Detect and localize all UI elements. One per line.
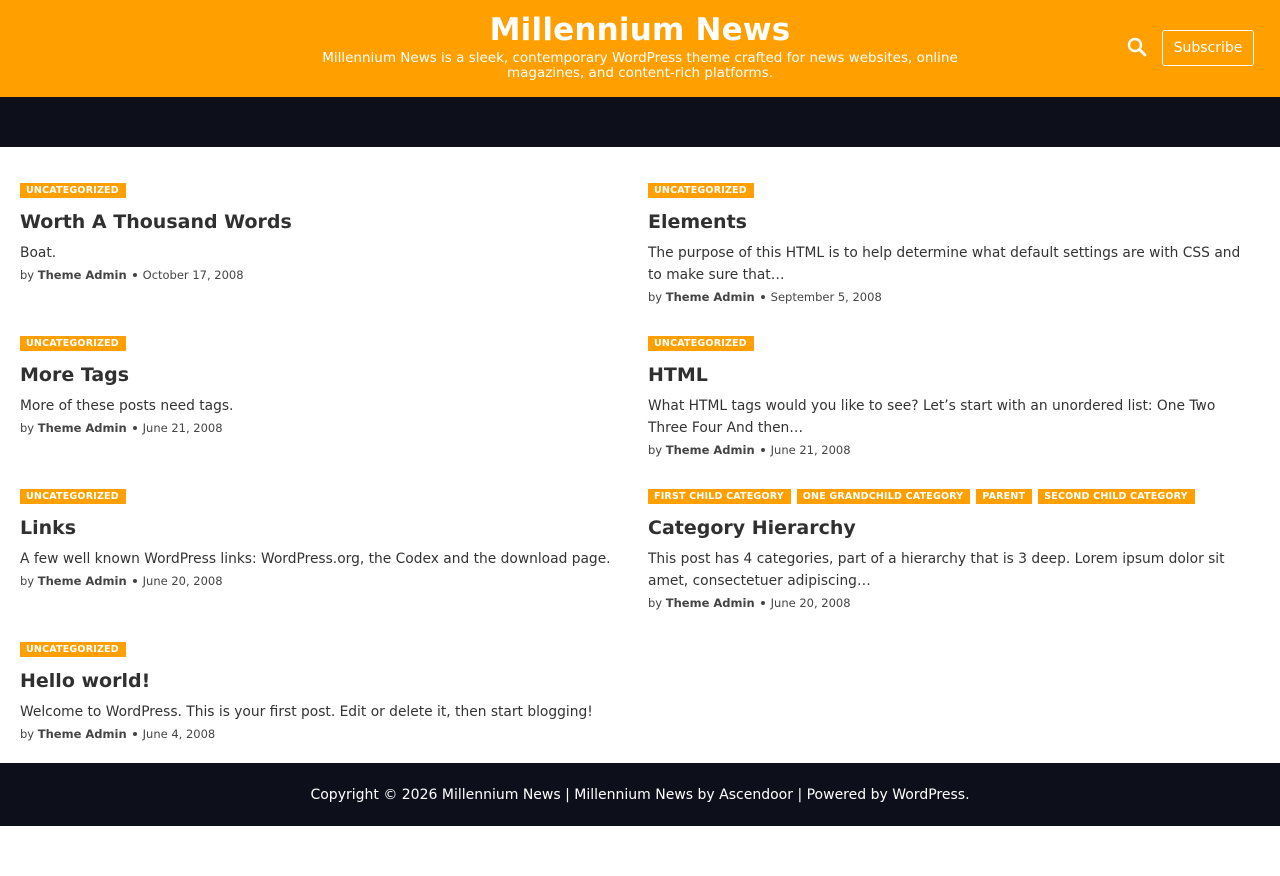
post-categories xyxy=(648,489,1258,504)
post-title[interactable]: Elements xyxy=(648,211,747,233)
footer-site-link[interactable]: Millennium News xyxy=(441,786,561,803)
post-author[interactable]: Theme Admin xyxy=(37,421,127,435)
theme-author-link[interactable]: Ascendoor xyxy=(719,786,793,803)
footer-period: . xyxy=(965,786,970,803)
search-icon[interactable] xyxy=(1124,34,1150,60)
post-title[interactable]: Hello world! xyxy=(20,670,151,692)
category-badge[interactable]: UNCATEGORIZED xyxy=(20,489,126,504)
post-author[interactable]: Theme Admin xyxy=(37,268,127,282)
post-date[interactable]: June 21, 2008 xyxy=(770,443,851,457)
post-author[interactable]: Theme Admin xyxy=(37,574,127,588)
category-badge[interactable]: UNCATEGORIZED xyxy=(20,642,126,657)
by-label: by xyxy=(20,268,35,282)
meta-separator xyxy=(761,448,765,452)
post-excerpt: A few well known WordPress links: WordPress.org, the Codex and the download page. xyxy=(20,551,611,567)
meta-separator xyxy=(133,579,137,583)
category-badge[interactable]: SECOND CHILD CATEGORY xyxy=(1038,489,1195,504)
post-excerpt: Boat. xyxy=(20,245,57,261)
meta-separator xyxy=(761,295,765,299)
post-excerpt: This post has 4 categories, part of a hierarchy that is 3 deep. Lorem ipsum dolor sit amet, consectetuer adipiscing… xyxy=(648,551,1225,589)
site-description: Millennium News is a sleek, contemporary WordPress theme crafted for news websites, online magazines, and content-rich platforms. xyxy=(322,50,958,81)
post-title[interactable]: HTML xyxy=(648,364,708,386)
site-title[interactable]: Millennium News xyxy=(489,12,791,48)
post-card xyxy=(20,183,630,286)
wordpress-link[interactable]: WordPress xyxy=(892,786,966,803)
category-badge[interactable]: ONE GRANDCHILD CATEGORY xyxy=(797,489,971,504)
post-categories xyxy=(648,336,1258,351)
category-badge[interactable]: PARENT xyxy=(976,489,1032,504)
footer-separator: | xyxy=(565,786,570,803)
powered-by-text: Powered by xyxy=(806,786,888,803)
post-title[interactable]: Links xyxy=(20,517,77,539)
by-label: by xyxy=(20,727,35,741)
post-author[interactable]: Theme Admin xyxy=(665,596,755,610)
site-header xyxy=(0,0,1280,97)
meta-separator xyxy=(133,273,137,277)
meta-separator xyxy=(133,426,137,430)
post-author[interactable]: Theme Admin xyxy=(37,727,127,741)
category-badge[interactable]: UNCATEGORIZED xyxy=(648,183,754,198)
post-card xyxy=(648,336,1258,461)
post-meta xyxy=(20,570,630,592)
by-label: by xyxy=(648,290,663,304)
meta-separator xyxy=(133,732,137,736)
by-label: by xyxy=(20,421,35,435)
category-badge[interactable]: UNCATEGORIZED xyxy=(648,336,754,351)
post-title[interactable]: Worth A Thousand Words xyxy=(20,211,292,233)
category-badge[interactable]: UNCATEGORIZED xyxy=(20,336,126,351)
by-label: by xyxy=(648,596,663,610)
post-card xyxy=(648,183,1258,308)
post-card xyxy=(20,336,630,439)
post-author[interactable]: Theme Admin xyxy=(665,290,755,304)
category-badge[interactable]: FIRST CHILD CATEGORY xyxy=(648,489,791,504)
site-footer xyxy=(0,763,1280,826)
post-date[interactable]: September 5, 2008 xyxy=(770,290,882,304)
category-badge[interactable]: UNCATEGORIZED xyxy=(20,183,126,198)
post-card xyxy=(648,489,1258,614)
theme-name: Millennium News by xyxy=(574,786,715,803)
subscribe-button[interactable]: Subscribe xyxy=(1162,30,1254,66)
post-date[interactable]: October 17, 2008 xyxy=(142,268,244,282)
post-excerpt: More of these posts need tags. xyxy=(20,398,234,414)
post-title[interactable]: Category Hierarchy xyxy=(648,517,856,539)
post-meta xyxy=(648,592,1258,614)
post-categories xyxy=(20,336,630,351)
post-date[interactable]: June 20, 2008 xyxy=(770,596,851,610)
by-label: by xyxy=(20,574,35,588)
post-meta xyxy=(20,417,630,439)
post-card xyxy=(20,642,630,745)
main-navigation xyxy=(0,97,1280,147)
post-title[interactable]: More Tags xyxy=(20,364,130,386)
meta-separator xyxy=(761,601,765,605)
post-categories xyxy=(20,642,630,657)
post-excerpt: Welcome to WordPress. This is your first post. Edit or delete it, then start blogging! xyxy=(20,704,593,720)
post-date[interactable]: June 4, 2008 xyxy=(142,727,216,741)
post-categories xyxy=(20,183,630,198)
post-categories xyxy=(20,489,630,504)
footer-separator: | xyxy=(797,786,803,803)
post-categories xyxy=(648,183,1258,198)
post-date[interactable]: June 21, 2008 xyxy=(142,421,223,435)
post-meta xyxy=(648,286,1258,308)
by-label: by xyxy=(648,443,663,457)
post-author[interactable]: Theme Admin xyxy=(665,443,755,457)
post-date[interactable]: June 20, 2008 xyxy=(142,574,223,588)
post-card xyxy=(20,489,630,592)
post-meta xyxy=(20,723,630,745)
post-meta xyxy=(648,439,1258,461)
post-meta xyxy=(20,264,630,286)
copyright-text: Copyright © 2026 xyxy=(310,786,438,803)
post-excerpt: The purpose of this HTML is to help determine what default settings are with CSS and to make sure that… xyxy=(648,245,1241,283)
post-excerpt: What HTML tags would you like to see? Let’s start with an unordered list: One Two Three Four And then… xyxy=(648,398,1216,436)
post-list xyxy=(0,147,1280,763)
